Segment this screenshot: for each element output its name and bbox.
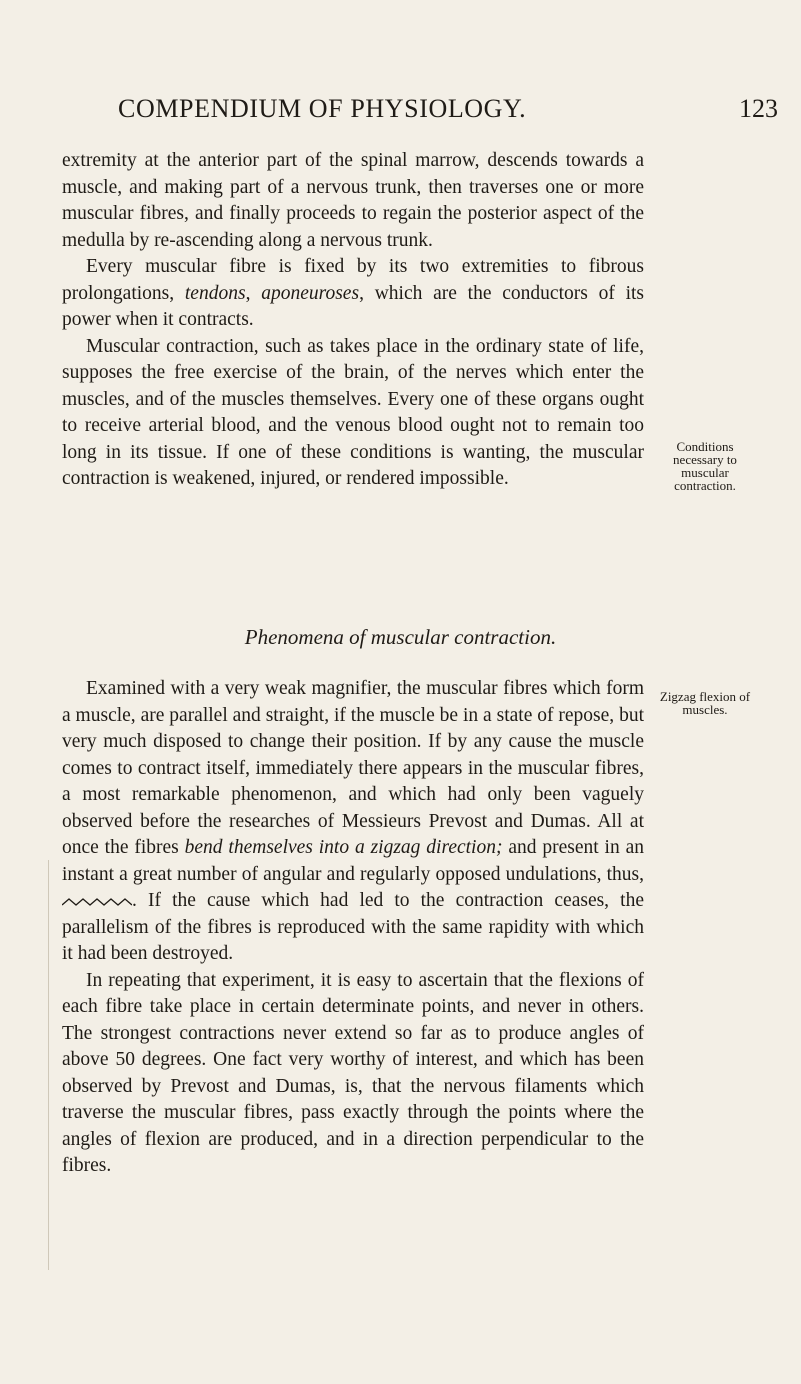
paragraph-zigzag: Examined with a very weak magnifier, the muscular fibres which form a muscle, are parallel and straight, if the muscle be in a state of repose, but very much disposed to change their position. If by any cause the muscle comes to contract itself, immediately there appears in the muscular fibres, a most remarkable phenomenon, and which had only been vaguely observed before the researches of Messieurs Prevost and Dumas. All at once the fibres bend themselves into a zigzag direction; and present in an instant a great number of angular and regularly opposed undulations, thus, . If the cause which had led to the contraction ceases, the parallelism of the fibres is reproduced with the same rapidity with which it had been destroyed. bbox=[62, 678, 644, 964]
paragraph-continuation: extremity at the anterior part of the spinal marrow, descends towards a muscle, and making part of a nervous trunk, then traverses one or more muscular fibres, and finally proceeds to regain the posterior aspect of the medulla by re-ascending along a nervous trunk. bbox=[62, 150, 644, 251]
text-block-lower bbox=[62, 676, 644, 1180]
paragraph-flexion-points: In repeating that experiment, it is easy to ascertain that the flexions of each fibre take place in certain determinate points, and never in others. The strongest contractions never extend so far as to produce angles of above 50 degrees. One fact very worthy of interest, and which has been observed by Prevost and Dumas, is, that the nervous filaments which traverse the muscular fibres, pass exactly through the points where the angles of flexion are produced, and in a direction perpendicular to the fibres. bbox=[62, 969, 644, 1176]
paragraph-fibre-attachment: Every muscular fibre is fixed by its two extremities to fibrous prolongations, tendons, aponeuroses, which are the conductors of its power when it contracts. bbox=[62, 256, 645, 330]
page-header bbox=[118, 94, 778, 134]
margin-note-conditions: Conditions necessary to muscular contraction. bbox=[673, 439, 737, 493]
term-tendons: tendons bbox=[184, 282, 246, 304]
page-edge-line bbox=[48, 860, 49, 1270]
italic-zigzag-phrase: bend themselves into a zigzag direction; bbox=[184, 837, 503, 858]
running-head: COMPENDIUM OF PHYSIOLOGY. bbox=[118, 94, 527, 123]
paragraph-contraction-conditions: Muscular contraction, such as takes place in the ordinary state of life, supposes the free exercise of the brain, of the nerves which enter the muscles, and of the muscles themselves. Every one of these organs ought to receive arterial blood, and the venous blood ought not to remain too long in its tissue. If one of these conditions is wanting, the muscular contraction is weakened, injured, or rendered impossible. bbox=[62, 335, 644, 489]
term-aponeuroses: aponeuroses bbox=[261, 282, 360, 304]
page-number: 123 bbox=[739, 94, 778, 123]
text-block-upper bbox=[62, 148, 644, 493]
margin-note-zigzag: Zigzag flexion of muscles. bbox=[659, 689, 751, 717]
zigzag-illustration bbox=[62, 895, 132, 909]
section-heading: Phenomena of muscular contraction. bbox=[244, 625, 557, 649]
